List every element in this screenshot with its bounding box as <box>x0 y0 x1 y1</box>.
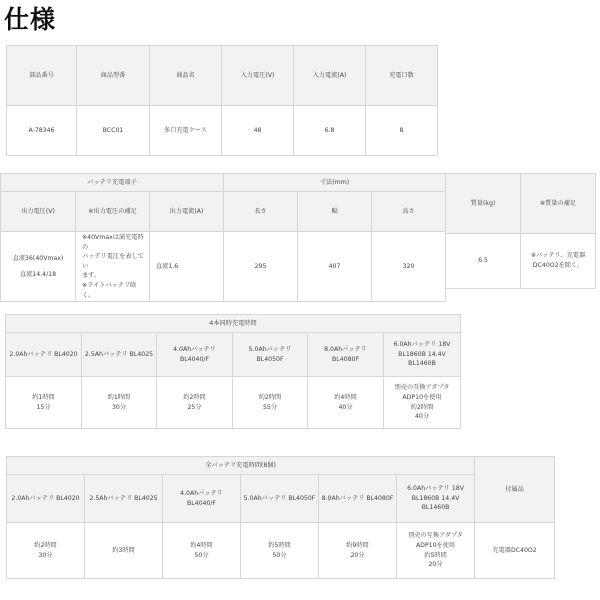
header-mass: 質量(kg) <box>446 174 521 234</box>
cell-mass-note <box>521 234 596 289</box>
header-mass-note: ※質量の補足 <box>521 174 596 234</box>
header-charge-ports: 充電口数 <box>366 46 438 106</box>
time-line: 55分 <box>262 403 278 411</box>
time-line: 約2時間 <box>183 393 206 401</box>
cell-time-bl4025 <box>85 523 163 579</box>
time-line: 約1時間 <box>32 393 55 401</box>
header-length: 長さ <box>224 192 298 232</box>
header-bl4025: 2.5Ahバッテリ BL4025 <box>85 475 163 523</box>
time-line: 約2時間 <box>258 393 282 401</box>
time-line: 50分 <box>194 551 209 559</box>
header-input-voltage: 入力電圧(V) <box>222 46 294 106</box>
time-line: 約3時間 <box>112 546 135 554</box>
cell-time-bl4080f <box>308 377 384 429</box>
time-line: 15分 <box>36 403 51 411</box>
spec-table-output-dims <box>0 173 446 302</box>
header-line: BL1460B <box>421 504 450 512</box>
header-bl1860b <box>397 475 475 523</box>
header-output-current: 出力電流(A) <box>150 192 224 232</box>
time-line: 50分 <box>272 551 287 559</box>
time-line: 20分 <box>428 561 443 569</box>
charge-time-table-4pcs <box>5 314 461 429</box>
cell-time-bl4040 <box>157 377 233 429</box>
header-bl4050f: 5.0Ahバッテリ BL4050F <box>233 333 308 377</box>
time-line: ADP10を使用 <box>415 541 456 549</box>
header-line: 6.0Ahバッテリ 18V <box>393 341 451 349</box>
time-line: 約5時間 <box>424 551 447 559</box>
header-line: BL4040/F <box>186 499 217 507</box>
cell-charge-ports: 8 <box>366 106 438 156</box>
cell-input-current: 6.8 <box>294 106 366 156</box>
header-bl1860b <box>384 333 461 377</box>
page-title: 仕様 <box>4 5 57 34</box>
header-line: 4.0Ahバッテリ <box>173 345 216 353</box>
header-accessory: 付属品 <box>475 457 555 523</box>
cell-output-voltage <box>1 232 76 302</box>
header-line: 4.0Ahバッテリ <box>180 489 223 497</box>
time-line: 20分 <box>350 551 365 559</box>
cell-output-voltage-note <box>76 232 150 302</box>
note-line: ※40Vmaxは満充電時の <box>82 234 144 251</box>
note-line: ます。 <box>82 272 101 280</box>
header-input-current: 入力電流(A) <box>294 46 366 106</box>
cell-time-bl4050f <box>241 523 319 579</box>
cell-time-bl4040 <box>163 523 241 579</box>
header-width: 幅 <box>298 192 372 232</box>
cell-length: 295 <box>224 232 298 302</box>
cell-time-bl1860b <box>397 523 475 579</box>
cell-time-bl4050f <box>233 377 308 429</box>
cell-time-bl4020 <box>7 523 85 579</box>
time-line: 別売の互換アダプタ <box>394 384 450 392</box>
output-voltage-line: 直流36(40Vmax) <box>12 254 64 262</box>
header-bl4040 <box>163 475 241 523</box>
note-line: ※バッテリ、充電器 <box>530 252 586 260</box>
cell-input-voltage: 48 <box>222 106 294 156</box>
cell-part-number: A-78346 <box>7 106 77 156</box>
cell-height: 320 <box>372 232 446 302</box>
header-line: 6.0Ahバッテリ 18V <box>407 485 464 493</box>
time-line: 約4時間 <box>190 541 213 549</box>
time-line: 40分 <box>338 403 353 411</box>
time-line: 30分 <box>111 403 127 411</box>
spec-table-mass <box>445 173 596 289</box>
header-line: BL4040/F <box>179 355 210 363</box>
header-line: BL1460B <box>408 360 436 368</box>
header-line: BL1860B 14.4V <box>411 494 460 502</box>
spec-table-product <box>6 45 438 156</box>
time-line: ADP10を使用 <box>402 393 442 401</box>
output-voltage-line: 直流14.4/18 <box>19 270 57 278</box>
header-bl4080f: 8.0Ahバッテリ BL4080F <box>319 475 397 523</box>
note-line: DC40O2を除く。 <box>532 262 584 269</box>
header-output-voltage: 出力電圧(V) <box>1 192 76 232</box>
header-bl4050f: 5.0Ahバッテリ BL4050F <box>241 475 319 523</box>
header-bl4020: 2.0Ahバッテリ BL4020 <box>6 333 82 377</box>
cell-time-bl4025 <box>82 377 157 429</box>
cell-accessory: 充電器DC40O2 <box>475 523 555 579</box>
charge-time-table-8pcs <box>6 456 555 579</box>
cell-mass: 6.5 <box>446 234 521 289</box>
header-part-number: 部品番号 <box>7 46 77 106</box>
time-line: 別売の互換アダプタ <box>408 532 463 540</box>
header-output-voltage-note: ※出力電圧の補足 <box>76 192 150 232</box>
cell-time-bl4080f <box>319 523 397 579</box>
time-line: 約1時間 <box>107 393 131 401</box>
group-4pcs-charge-time: 4本同時充電時間 <box>6 315 461 333</box>
cell-width: 407 <box>298 232 372 302</box>
time-line: 25分 <box>187 403 202 411</box>
header-bl4040 <box>157 333 233 377</box>
note-line: ※ライトバッテリ除く。 <box>82 282 137 299</box>
cell-model: BCC01 <box>77 106 150 156</box>
group-8pcs-charge-time: 全バッテリ充電時間(8個) <box>7 457 475 475</box>
time-line: 約9時間 <box>346 541 369 549</box>
header-bl4020: 2.0Ahバッテリ BL4020 <box>7 475 85 523</box>
cell-time-bl4020 <box>6 377 82 429</box>
header-model: 商品型番 <box>77 46 150 106</box>
cell-product-name: 多口充電ケース <box>150 106 222 156</box>
time-line: 約4時間 <box>334 393 357 401</box>
header-bl4080f: 8.0Ahバッテリ BL4080F <box>308 333 384 377</box>
time-line: 30分 <box>38 551 53 559</box>
header-line: BL1860B 14.4V <box>398 350 446 358</box>
time-line: 約2時間 <box>34 541 57 549</box>
group-battery-terminal: バッテリ充電端子 <box>1 174 224 192</box>
cell-output-current: 直流1.6 <box>150 232 224 302</box>
header-height: 高さ <box>372 192 446 232</box>
header-product-name: 商品名 <box>150 46 222 106</box>
time-line: 40分 <box>414 413 430 421</box>
header-bl4025: 2.5Ahバッテリ BL4025 <box>82 333 157 377</box>
note-line: バッテリ電圧を表してい <box>82 253 144 270</box>
time-line: 約2時間 <box>410 403 434 411</box>
group-dimensions: 寸法(mm) <box>224 174 446 192</box>
cell-time-bl1860b <box>384 377 461 429</box>
time-line: 約5時間 <box>268 541 291 549</box>
